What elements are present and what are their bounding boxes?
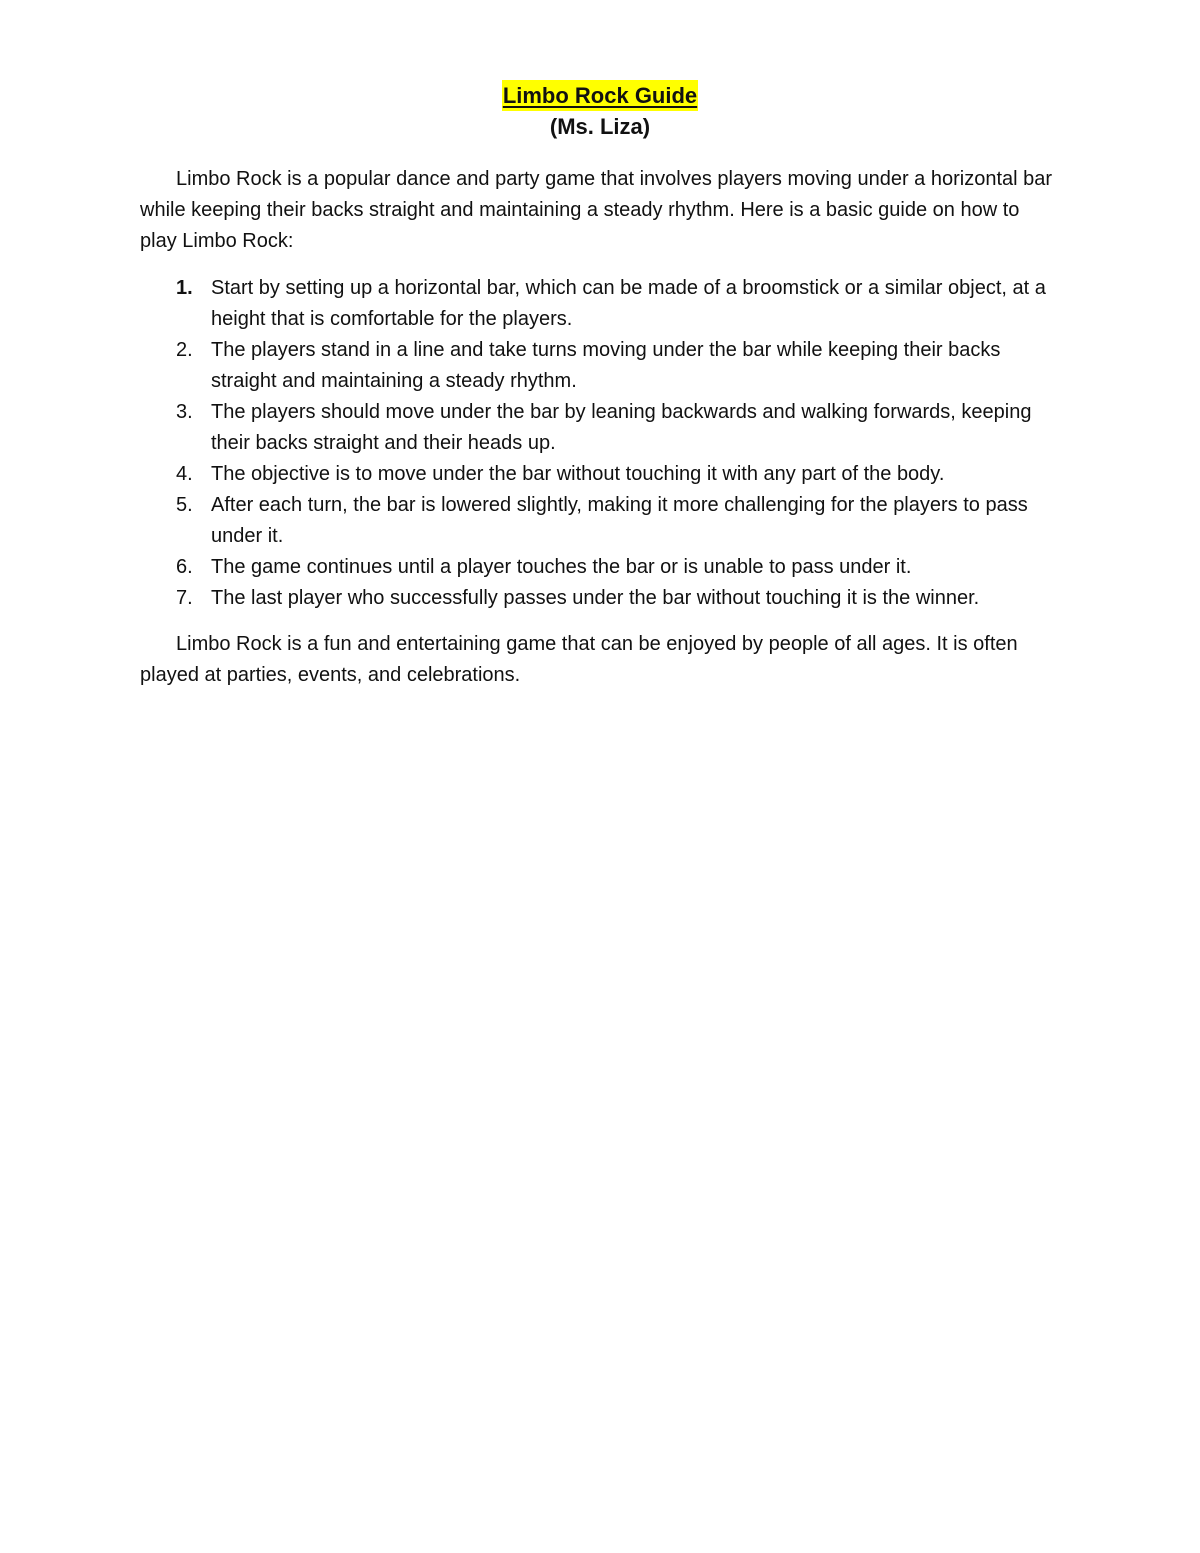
intro-paragraph: Limbo Rock is a popular dance and party game that involves players moving under a horizontal bar while keeping their backs straight and maintaining a steady rhythm. Here is a basic guide on how to play Limbo Rock: bbox=[140, 168, 1053, 252]
list-item bbox=[140, 552, 1060, 583]
list-item bbox=[140, 583, 1060, 614]
step-number: 7. bbox=[176, 587, 193, 609]
step-text: The game continues until a player touches the bar or is unable to pass under it. bbox=[211, 556, 912, 578]
step-number: 4. bbox=[176, 463, 193, 485]
list-item bbox=[140, 459, 1060, 490]
step-text: Start by setting up a horizontal bar, which can be made of a broomstick or a similar object, at a height that is comfortable for the players. bbox=[211, 277, 1046, 330]
document-author: (Ms. Liza) bbox=[549, 114, 651, 139]
step-number: 6. bbox=[176, 556, 193, 578]
document-title: Limbo Rock Guide bbox=[502, 80, 698, 111]
title-block bbox=[0, 80, 1200, 142]
step-text: The last player who successfully passes under the bar without touching it is the winner. bbox=[211, 587, 980, 609]
step-text: After each turn, the bar is lowered slightly, making it more challenging for the players to pass under it. bbox=[211, 494, 1028, 547]
list-item bbox=[140, 397, 1060, 459]
steps-list bbox=[140, 273, 1060, 614]
step-number: 5. bbox=[176, 494, 193, 516]
step-number: 3. bbox=[176, 401, 193, 423]
step-number: 1. bbox=[176, 277, 193, 299]
list-item bbox=[140, 273, 1060, 335]
step-text: The objective is to move under the bar without touching it with any part of the body. bbox=[211, 463, 945, 485]
step-number: 2. bbox=[176, 339, 193, 361]
list-item bbox=[140, 335, 1060, 397]
list-item bbox=[140, 490, 1060, 552]
step-text: The players stand in a line and take turns moving under the bar while keeping their backs straight and maintaining a steady rhythm. bbox=[211, 339, 1001, 392]
closing-paragraph: Limbo Rock is a fun and entertaining game that can be enjoyed by people of all ages. It is often played at parties, events, and celebrations. bbox=[140, 633, 1018, 686]
step-text: The players should move under the bar by leaning backwards and walking forwards, keeping their backs straight and their heads up. bbox=[211, 401, 1032, 454]
